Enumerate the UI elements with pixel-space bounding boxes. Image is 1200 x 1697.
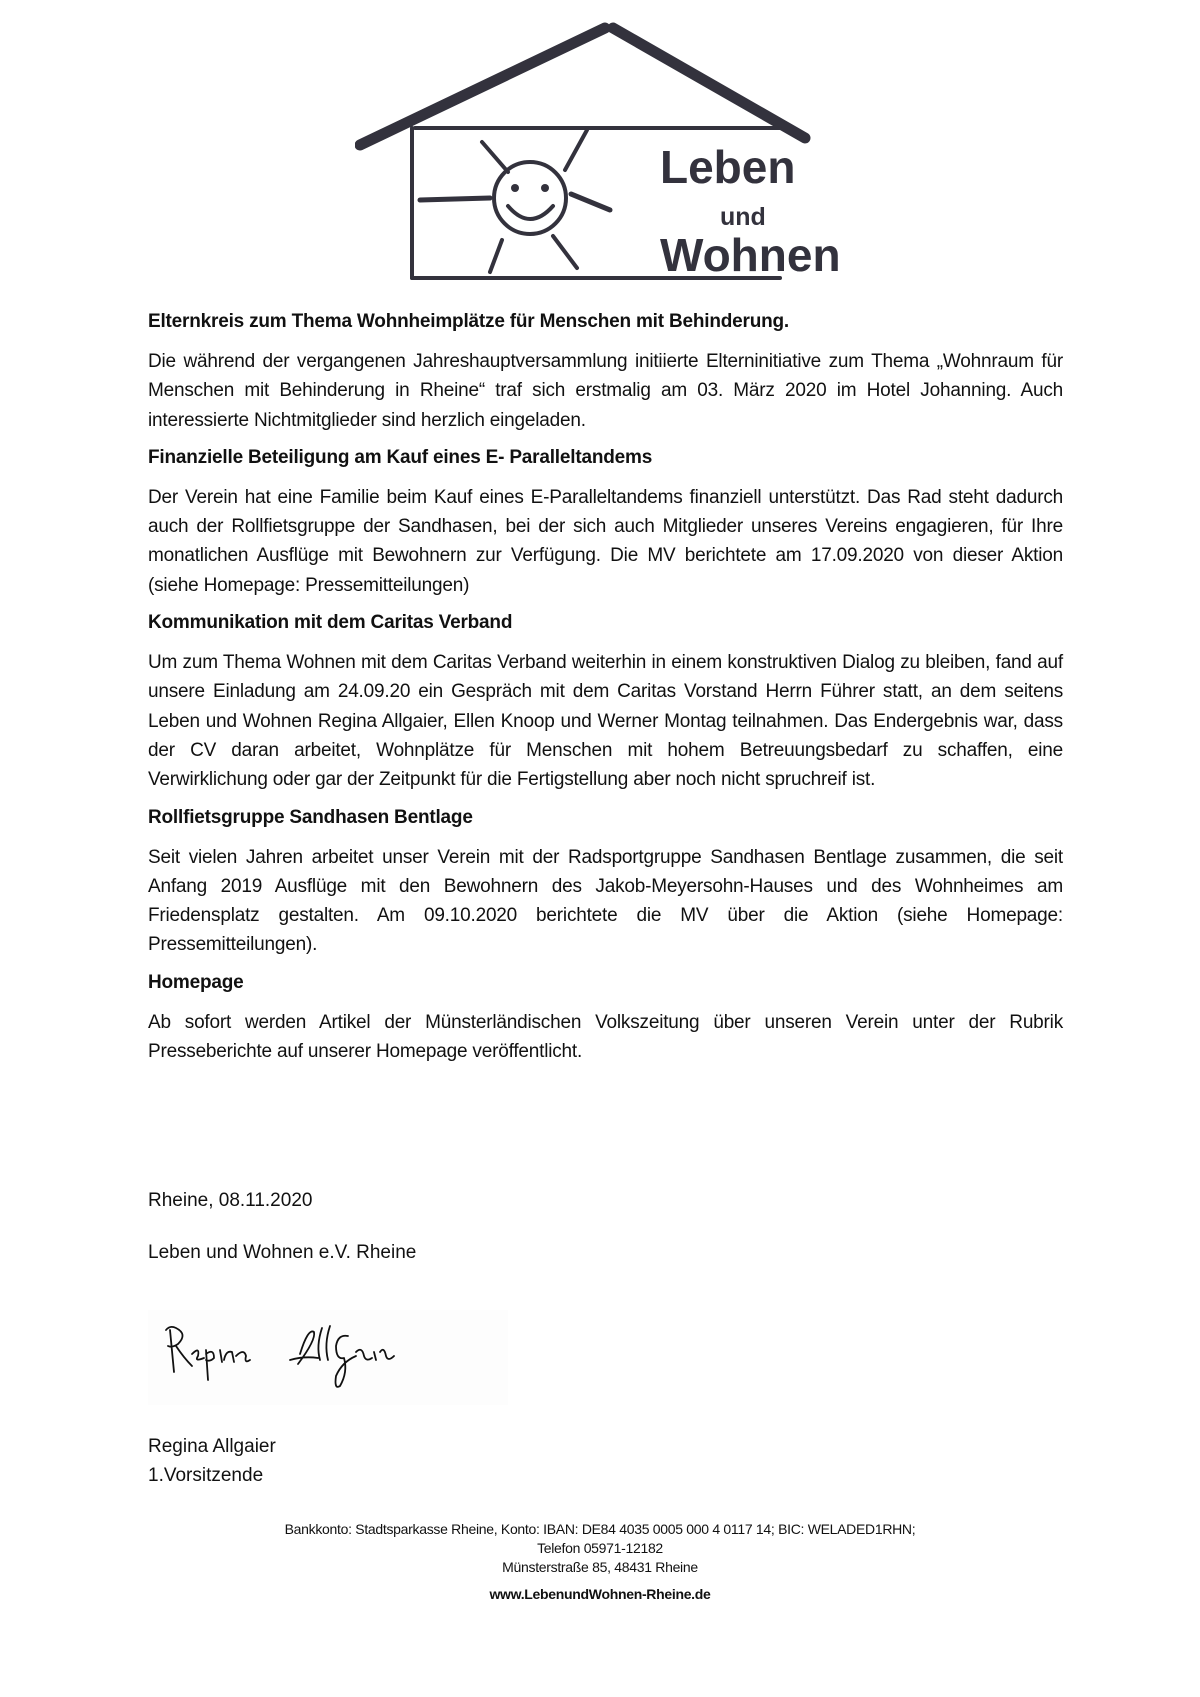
section-heading: Kommunikation mit dem Caritas Verband [148, 612, 513, 634]
phone-number: Telefon 05971-12182 [537, 1540, 663, 1556]
section-elternkreis [148, 309, 1063, 435]
logo-text-wohnen: Wohnen [660, 229, 841, 281]
organization-name: Leben und Wohnen e.V. Rheine [148, 1242, 417, 1263]
letter-body [148, 309, 1063, 1076]
website-link[interactable]: www.LebenundWohnen-Rheine.de [489, 1586, 711, 1602]
section-paragraph: Seit vielen Jahren arbeitet unser Verein mit der Radsportgruppe Sandhasen Bentlage zusammen, die seit Anfang 2019 Ausflüge mit den Bewohnern des Jakob-Meyersohn-Hauses und des Wohnheimes am Friedensplatz gestalten. Am 09.10.2020 berichtete die MV über die Aktion (siehe Homepage: Pressemitteilungen). [148, 846, 1063, 956]
section-caritas [148, 610, 1063, 794]
section-paragraph: Die während der vergangenen Jahreshauptversammlung initiierte Elterninitiative zum Thema „Wohnraum für Menschen mit Behinderung in Rheine“ traf sich erstmalig am 03. März 2020 im Hotel Johanning. Auch interessierte Nichtmitglieder sind herzlich eingeladen. [148, 351, 1063, 431]
handwritten-signature [148, 1310, 508, 1405]
section-paralleltandem [148, 445, 1063, 600]
section-heading: Finanzielle Beteiligung am Kauf eines E- Paralleltandems [148, 446, 653, 468]
section-homepage [148, 970, 1063, 1067]
section-paragraph: Um zum Thema Wohnen mit dem Caritas Verband weiterhin in einem konstruktiven Dialog zu bleiben, fand auf unsere Einladung am 24.09.20 ein Gespräch mit dem Caritas Vorstand Herrn Führer statt, an dem seitens Leben und Wohnen Regina Allgaier, Ellen Knoop und Werner Montag teilnahmen. Das Endergebnis war, dass der CV daran arbeitet, Wohnplätze für Menschen mit hohem Betreuungsbedarf zu schaffen, eine Verwirklichung oder gar der Zeitpunkt für die Fertigstellung aber noch nicht spruchreif ist. [148, 652, 1063, 791]
postal-address: Münsterstraße 85, 48431 Rheine [502, 1559, 698, 1575]
signer-role: 1.Vorsitzende [148, 1465, 264, 1486]
letter-footer [0, 1520, 1200, 1604]
section-heading: Homepage [148, 971, 244, 993]
organization-logo [355, 10, 865, 290]
section-heading: Rollfietsgruppe Sandhasen Bentlage [148, 806, 473, 828]
section-rollfietsgruppe [148, 805, 1063, 960]
bank-details: Bankkonto: Stadtsparkasse Rheine, Konto: IBAN: DE84 4035 0005 000 4 0117 14; BIC: WELADED1RHN; [284, 1521, 916, 1537]
signer-name: Regina Allgaier [148, 1436, 276, 1457]
logo-text-leben: Leben [660, 141, 796, 193]
section-paragraph: Ab sofort werden Artikel der Münsterländischen Volkszeitung über unseren Verein unter der Rubrik Presseberichte auf unserer Homepage veröffentlicht. [148, 1011, 1063, 1063]
signature-icon [148, 1310, 508, 1405]
logo-text-und: und [720, 203, 766, 231]
section-paragraph: Der Verein hat eine Familie beim Kauf eines E-Paralleltandems finanziell unterstützt. Das Rad steht dadurch auch der Rollfietsgruppe der Sandhasen, bei der sich auch Mitglieder unseres Vereins engagieren, für Ihre monatlichen Ausflüge mit Bewohnern zur Verfügung. Die MV berichtete am 17.09.2020 von dieser Aktion (siehe Homepage: Pressemitteilungen) [148, 486, 1063, 596]
section-heading: Elternkreis zum Thema Wohnheimplätze für Menschen mit Behinderung. [148, 311, 789, 332]
place-date: Rheine, 08.11.2020 [148, 1190, 313, 1211]
